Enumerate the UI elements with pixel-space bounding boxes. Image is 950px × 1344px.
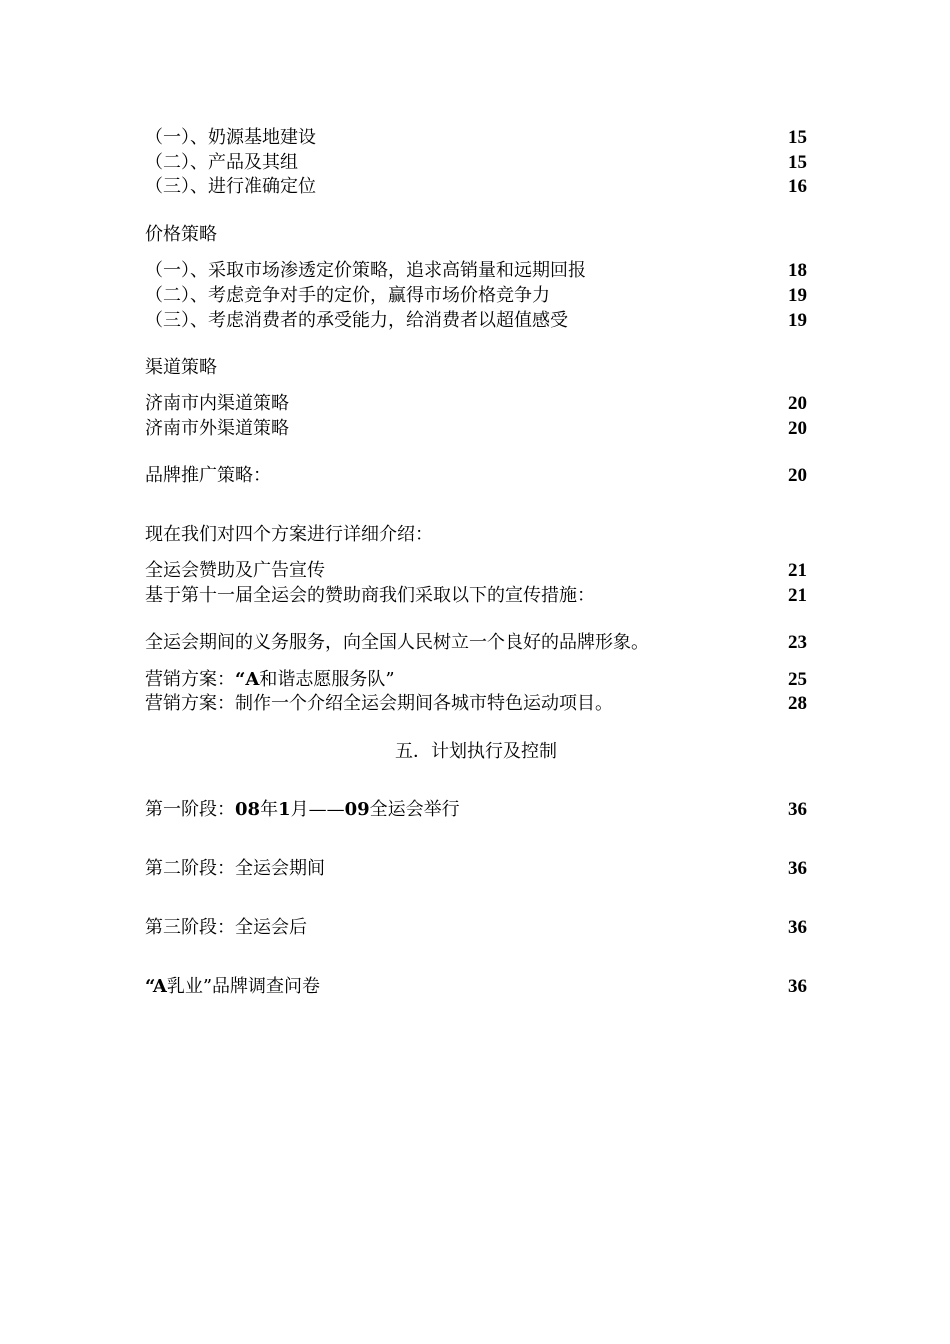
text-suffix: 全运会举行 [369,799,460,820]
text-suffix: 乳业”品牌调查问卷 [166,976,321,997]
toc-page-number: 16 [788,176,807,197]
toc-entry-volunteer-service[interactable] [145,630,807,655]
toc-entry-text: （一）、采取市场渗透定价策略，追求高销量和远期回报 [145,260,586,281]
text-prefix: 第一阶段： [145,799,235,820]
text-suffix: 和谐志愿服务队” [259,669,395,690]
toc-page-number: 15 [788,152,807,173]
toc-page-number: 36 [788,976,807,997]
toc-page-number: 19 [788,285,807,306]
toc-entry-text: 全运会期间的义务服务，向全国人民树立一个良好的品牌形象。 [145,632,649,653]
toc-entry-text: 第二阶段：全运会期间 [145,858,325,879]
toc-entry-text: 济南市外渠道策略 [145,418,289,439]
toc-entry-text: （二）、产品及其组 [145,152,298,173]
toc-page-number: 20 [788,465,807,486]
toc-entry-price-consumer[interactable] [145,308,807,333]
text-bold: 08 [235,799,261,820]
toc-page-number: 20 [788,393,807,414]
toc-page-number: 25 [788,669,807,690]
toc-entry-text [145,974,320,999]
toc-entry-price-penetration[interactable] [145,258,807,283]
channel-strategy-heading: 渠道策略 [145,357,217,378]
toc-entry-text: 基于第十一届全运会的赞助商我们采取以下的宣传措施： [145,585,595,606]
toc-page-number: 21 [788,560,807,581]
toc-entry-text: （一）、奶源基地建设 [145,127,316,148]
toc-page-number: 20 [788,418,807,439]
toc-page-number: 36 [788,917,807,938]
toc-entry-positioning[interactable] [145,174,807,199]
toc-entry-marketing-city-sports[interactable] [145,691,807,716]
toc-page-number: 23 [788,632,807,653]
toc-entry-stage-three[interactable] [145,915,807,940]
toc-entry-product-group[interactable] [145,150,807,175]
toc-entry-text: 全运会赞助及广告宣传 [145,560,325,581]
text-bold: “A [235,669,260,690]
toc-entry-milk-source-base[interactable] [145,125,807,150]
toc-entry-channel-outer[interactable] [145,416,807,441]
text-bold: 09 [344,799,370,820]
toc-entry-text: （二）、考虑竞争对手的定价，赢得市场价格竞争力 [145,285,550,306]
toc-entry-text [145,797,460,822]
text-mid: 月—— [290,799,345,820]
toc-entry-text: 营销方案：制作一个介绍全运会期间各城市特色运动项目。 [145,693,613,714]
text-mid: 年 [260,799,279,820]
toc-entry-marketing-volunteer-team[interactable] [145,667,807,692]
toc-entry-text: （三）、考虑消费者的承受能力，给消费者以超值感受 [145,310,568,331]
toc-entry-text: 品牌推广策略： [145,465,271,486]
toc-page-number: 36 [788,858,807,879]
toc-entry-questionnaire[interactable] [145,974,807,999]
toc-page-number: 36 [788,799,807,820]
toc-page-number: 28 [788,693,807,714]
toc-entry-text: 济南市内渠道策略 [145,393,289,414]
toc-entry-text [145,667,395,692]
toc-entry-text: 第三阶段：全运会后 [145,917,307,938]
text-bold: 1 [278,799,291,820]
toc-entry-channel-inner[interactable] [145,391,807,416]
toc-entry-stage-one[interactable] [145,797,807,822]
toc-entry-text: （三）、进行准确定位 [145,176,316,197]
toc-page-number: 15 [788,127,807,148]
toc-entry-sponsorship-ads[interactable] [145,558,807,583]
toc-page-number: 18 [788,260,807,281]
toc-entry-brand-promotion[interactable] [145,463,807,488]
text-bold: “A [145,976,167,997]
four-plans-intro: 现在我们对四个方案进行详细介绍： [145,524,433,545]
section-five-title: 五．计划执行及控制 [395,741,557,762]
toc-page-number: 21 [788,585,807,606]
toc-entry-price-competitor[interactable] [145,283,807,308]
price-strategy-heading: 价格策略 [145,224,217,245]
text-prefix: 营销方案： [145,669,235,690]
toc-entry-sponsor-measures[interactable] [145,583,807,608]
toc-entry-stage-two[interactable] [145,856,807,881]
toc-page-number: 19 [788,310,807,331]
